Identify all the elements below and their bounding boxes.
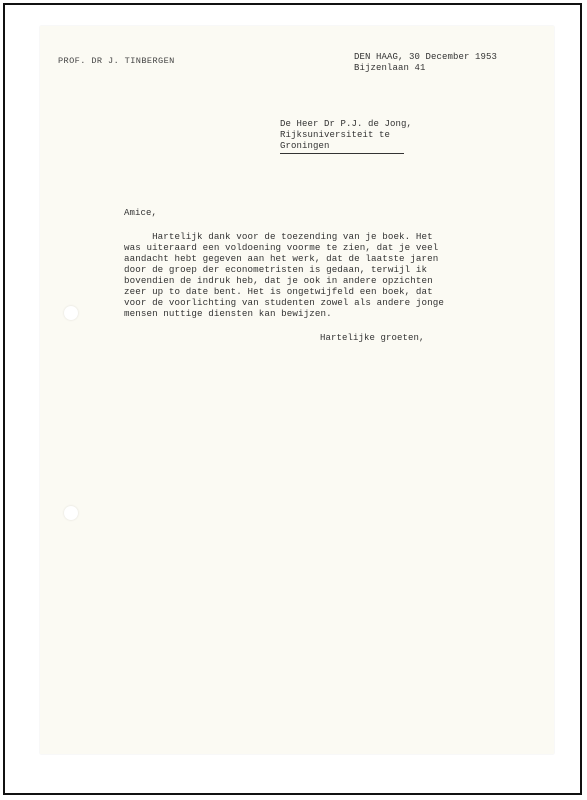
body-line-8: mensen nuttige diensten kan bewijzen. bbox=[124, 308, 332, 319]
body-line-2: was uiteraard een voldoening voorme te zien, dat je veel bbox=[124, 242, 439, 253]
body-line-7: voor de voorlichting van studenten zowel als andere jonge bbox=[124, 297, 444, 308]
closing: Hartelijke groeten, bbox=[320, 333, 425, 343]
recipient-line-1: De Heer Dr P.J. de Jong, bbox=[280, 119, 413, 129]
body-line-1: Hartelijk dank voor de toezending van je boek. Het bbox=[124, 231, 433, 242]
salutation: Amice, bbox=[124, 208, 158, 218]
body-line-3: aandacht hebt gegeven aan het werk, dat de laatste jaren bbox=[124, 253, 439, 264]
body-line-4: door de groep der econometristen is gedaan, terwijl ik bbox=[124, 264, 428, 275]
body-line-6: zeer up to date bent. Het is ongetwijfeld een boek, dat bbox=[124, 286, 433, 297]
place-date: DEN HAAG, 30 December 1953 bbox=[354, 52, 498, 62]
recipient-line-3: Groningen bbox=[280, 141, 404, 154]
punch-hole-top bbox=[64, 306, 78, 320]
letter-page bbox=[40, 26, 554, 754]
recipient-line-2: Rijksuniversiteit te bbox=[280, 130, 391, 140]
street-address: Bijzenlaan 41 bbox=[354, 63, 426, 73]
sender-name: PROF. DR J. TINBERGEN bbox=[58, 56, 175, 66]
body-line-5: bovendien de indruk heb, dat je ook in andere opzichten bbox=[124, 275, 433, 286]
punch-hole-bottom bbox=[64, 506, 78, 520]
